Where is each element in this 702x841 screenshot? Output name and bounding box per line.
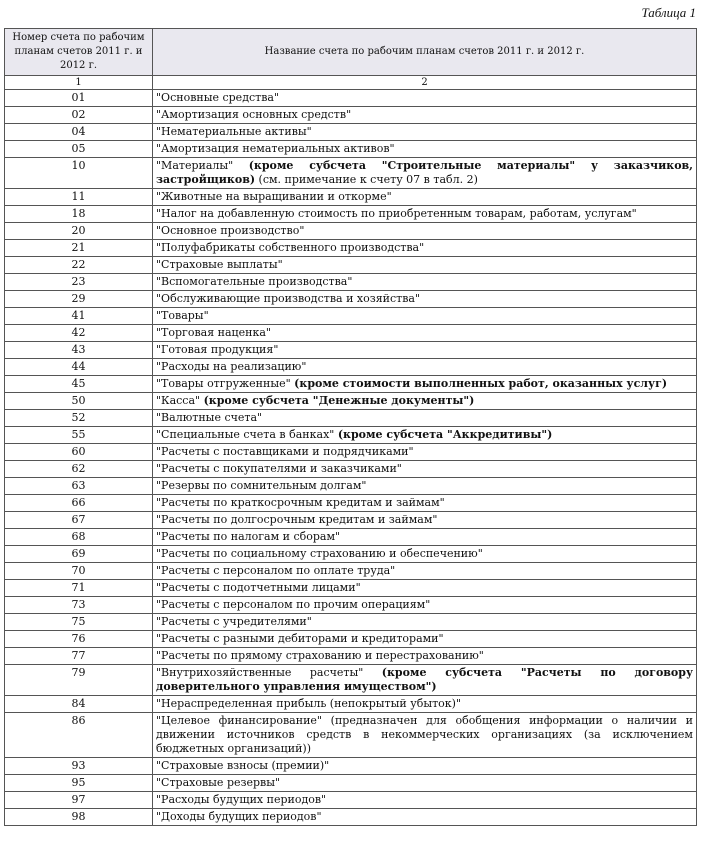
table-row: [5, 478, 697, 495]
account-name: "Расчеты с учредителями": [153, 614, 697, 631]
account-number: 63: [5, 478, 153, 495]
table-row: [5, 223, 697, 240]
account-name: "Страховые взносы (премии)": [153, 758, 697, 775]
account-number: 55: [5, 427, 153, 444]
account-number: 93: [5, 758, 153, 775]
account-number: 05: [5, 141, 153, 158]
table-row: [5, 495, 697, 512]
header-account-number: Номер счета по рабочим планам счетов 2011 г. и 2012 г.: [5, 29, 153, 76]
account-number: 69: [5, 546, 153, 563]
table-row: [5, 444, 697, 461]
account-name: "Обслуживающие производства и хозяйства": [153, 291, 697, 308]
account-number: 68: [5, 529, 153, 546]
account-name: "Животные на выращивании и откорме": [153, 189, 697, 206]
table-row: [5, 665, 697, 696]
account-number: 75: [5, 614, 153, 631]
column-number-2: 2: [153, 76, 697, 90]
table-row: [5, 141, 697, 158]
account-name-exception: (кроме стоимости выполненных работ, оказанных услуг): [294, 377, 668, 390]
table-row: [5, 546, 697, 563]
table-row: [5, 274, 697, 291]
account-number: 42: [5, 325, 153, 342]
table-row: [5, 124, 697, 141]
account-number: 86: [5, 713, 153, 758]
account-name: "Расчеты по налогам и сборам": [153, 529, 697, 546]
account-number: 60: [5, 444, 153, 461]
account-name: "Нераспределенная прибыль (непокрытый убыток)": [153, 696, 697, 713]
table-row: [5, 696, 697, 713]
account-name: [153, 393, 697, 410]
account-name: "Расчеты с разными дебиторами и кредиторами": [153, 631, 697, 648]
account-name-part: "Касса": [156, 394, 204, 407]
account-name: "Нематериальные активы": [153, 124, 697, 141]
account-number: 95: [5, 775, 153, 792]
table-row: [5, 158, 697, 189]
account-number: 18: [5, 206, 153, 223]
column-number-1: 1: [5, 76, 153, 90]
account-name: "Амортизация основных средств": [153, 107, 697, 124]
account-number: 44: [5, 359, 153, 376]
account-name: [153, 665, 697, 696]
account-name-part: "Материалы": [156, 159, 249, 172]
account-number: 21: [5, 240, 153, 257]
table-row: [5, 809, 697, 826]
account-name: "Расчеты с подотчетными лицами": [153, 580, 697, 597]
account-name: "Амортизация нематериальных активов": [153, 141, 697, 158]
table-row: [5, 529, 697, 546]
account-name-exception: (кроме субсчета "Денежные документы"): [203, 394, 475, 407]
table-row: [5, 107, 697, 124]
account-name-exception: (кроме субсчета "Строительные материалы" у заказчиков, застройщиков): [156, 159, 693, 186]
account-name: "Полуфабрикаты собственного производства": [153, 240, 697, 257]
table-row: [5, 648, 697, 665]
account-name-part: "Специальные счета в банках": [156, 428, 338, 441]
account-name-part: "Товары отгруженные": [156, 377, 295, 390]
account-name-exception: (кроме субсчета "Аккредитивы"): [337, 428, 553, 441]
table-row: [5, 291, 697, 308]
account-name: [153, 427, 697, 444]
account-number: 11: [5, 189, 153, 206]
account-number: 67: [5, 512, 153, 529]
table-row: [5, 206, 697, 223]
accounts-table: [4, 28, 697, 826]
account-name: "Расчеты по краткосрочным кредитам и займам": [153, 495, 697, 512]
table-row: [5, 393, 697, 410]
account-number: 71: [5, 580, 153, 597]
column-number-row: [5, 76, 697, 90]
table-row: [5, 713, 697, 758]
account-number: 45: [5, 376, 153, 393]
account-number: 04: [5, 124, 153, 141]
account-name: "Расчеты по долгосрочным кредитам и займам": [153, 512, 697, 529]
table-row: [5, 308, 697, 325]
account-name: [153, 158, 697, 189]
table-row: [5, 631, 697, 648]
account-name: "Страховые выплаты": [153, 257, 697, 274]
table-row: [5, 512, 697, 529]
account-name-exception: (кроме субсчета "Расчеты по договору доверительного управления имуществом"): [156, 666, 693, 693]
table-row: [5, 563, 697, 580]
account-name: "Налог на добавленную стоимость по приобретенным товарам, работам, услугам": [153, 206, 697, 223]
header-account-name: Название счета по рабочим планам счетов 2011 г. и 2012 г.: [153, 29, 697, 76]
account-name: "Резервы по сомнительным долгам": [153, 478, 697, 495]
account-name: "Расчеты по прямому страхованию и перестрахованию": [153, 648, 697, 665]
account-number: 20: [5, 223, 153, 240]
table-row: [5, 359, 697, 376]
account-number: 98: [5, 809, 153, 826]
table-row: [5, 90, 697, 107]
account-name: "Расчеты с покупателями и заказчиками": [153, 461, 697, 478]
table-row: [5, 342, 697, 359]
table-row: [5, 376, 697, 393]
table-row: [5, 189, 697, 206]
account-number: 22: [5, 257, 153, 274]
account-number: 97: [5, 792, 153, 809]
table-row: [5, 614, 697, 631]
table-row: [5, 580, 697, 597]
account-name-part: "Внутрихозяйственные расчеты": [156, 666, 382, 679]
account-name-part: (см. примечание к счету 07 в табл. 2): [255, 173, 478, 186]
account-name: "Товары": [153, 308, 697, 325]
account-name: "Целевое финансирование" (предназначен для обобщения информации о наличии и движении источников средств в некоммерческих организациях (за исключением бюджетных организаций)): [153, 713, 697, 758]
account-number: 50: [5, 393, 153, 410]
table-row: [5, 427, 697, 444]
table-row: [5, 325, 697, 342]
account-number: 43: [5, 342, 153, 359]
account-name: "Расходы на реализацию": [153, 359, 697, 376]
account-name: "Готовая продукция": [153, 342, 697, 359]
account-name: "Расчеты с персоналом по прочим операциям": [153, 597, 697, 614]
account-number: 01: [5, 90, 153, 107]
table-caption: Таблица 1: [641, 5, 696, 20]
account-name: "Расчеты с персоналом по оплате труда": [153, 563, 697, 580]
account-name: "Основное производство": [153, 223, 697, 240]
account-name: "Основные средства": [153, 90, 697, 107]
account-number: 62: [5, 461, 153, 478]
table-row: [5, 758, 697, 775]
table-row: [5, 775, 697, 792]
account-number: 02: [5, 107, 153, 124]
table-row: [5, 257, 697, 274]
account-name: "Страховые резервы": [153, 775, 697, 792]
account-number: 52: [5, 410, 153, 427]
account-number: 10: [5, 158, 153, 189]
account-name: "Валютные счета": [153, 410, 697, 427]
account-name: [153, 376, 697, 393]
account-number: 77: [5, 648, 153, 665]
table-row: [5, 240, 697, 257]
account-number: 29: [5, 291, 153, 308]
table-row: [5, 597, 697, 614]
account-name: "Расчеты с поставщиками и подрядчиками": [153, 444, 697, 461]
account-number: 79: [5, 665, 153, 696]
account-number: 66: [5, 495, 153, 512]
account-name: "Вспомогательные производства": [153, 274, 697, 291]
account-name: "Расходы будущих периодов": [153, 792, 697, 809]
account-number: 23: [5, 274, 153, 291]
account-name: "Торговая наценка": [153, 325, 697, 342]
table-row: [5, 461, 697, 478]
account-number: 84: [5, 696, 153, 713]
table-row: [5, 792, 697, 809]
account-number: 73: [5, 597, 153, 614]
account-number: 76: [5, 631, 153, 648]
account-number: 41: [5, 308, 153, 325]
table-row: [5, 410, 697, 427]
account-number: 70: [5, 563, 153, 580]
account-name: "Доходы будущих периодов": [153, 809, 697, 826]
account-name: "Расчеты по социальному страхованию и обеспечению": [153, 546, 697, 563]
